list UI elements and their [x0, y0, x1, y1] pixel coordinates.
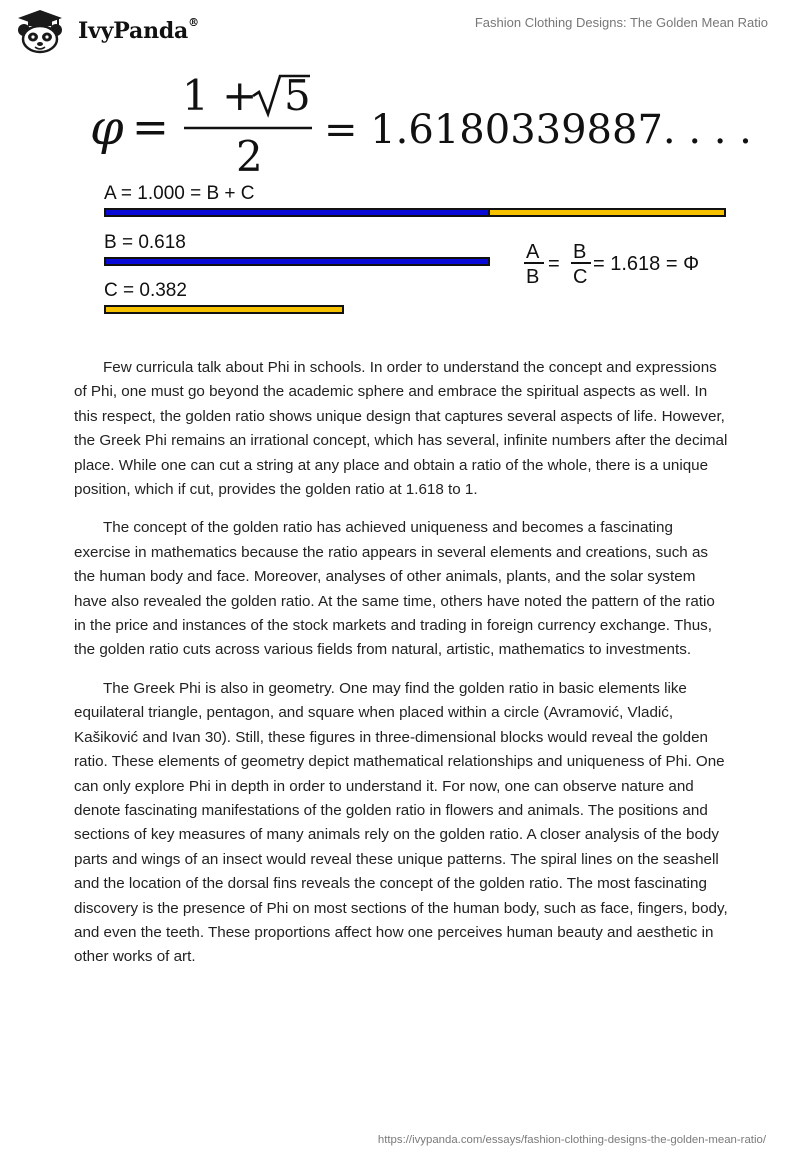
denominator: 2: [236, 132, 263, 181]
equals-sign: =: [132, 102, 169, 153]
bar-a-gold-segment: [488, 208, 726, 217]
ratio-result: = 1.618 = Φ: [593, 253, 700, 275]
page-header: [0, 0, 800, 60]
phi-symbol: φ: [90, 100, 124, 156]
ratio-b2: B: [573, 241, 587, 263]
phi-formula: [88, 71, 752, 182]
article-body: [74, 356, 730, 984]
ivypanda-logo[interactable]: [14, 8, 204, 54]
numerator-one-plus: 1 +: [182, 71, 258, 120]
ratio-b: B: [526, 266, 540, 288]
bar-label-a: A = 1.000 = B + C: [104, 183, 255, 204]
ratio-a: A: [526, 241, 540, 263]
paragraph-3: The Greek Phi is also in geometry. One may find the golden ratio in basic elements like equilateral triangle, pentagon, and square when placed within a circle (Avramović, Vladić, Kašiković and Ivan 30). Still, these figures in three-dimensional blocks would reveal the golden ratio. These elements of geometry depict mathematical relationships and uniqueness of Phi. One can only explore Phi in depth in order to understand it. For now, one can observe nature and denote fascinating manifestations of the golden ratio in flowers and animals. The positions and sections of key measures of many animals rely on the golden ratio. A closer analysis of the body parts and wings of an insect would reveal these unique patterns. The spiral lines on the seashell and the location of the dorsal fins reveals the concept of the golden ratio. The most fascinating discovery is the presence of Phi on most sections of the human body, such as face, fingers, body, and even the teeth. These proportions affect how one perceives human beauty and aesthetic in other works of art.: [74, 679, 728, 966]
panda-icon: [14, 8, 66, 54]
golden-ratio-figure: [80, 70, 752, 330]
paragraph-2: The concept of the golden ratio has achieved uniqueness and becomes a fascinating exercise in mathematics because the ratio appears in several elements and creations, such as the human body and face. Moreover, analyses of other animals, plants, and the solar system have also revealed the golden ratio. At the same time, others have noted the pattern of the ratio in the price and instances of the stock markets and trading in foreign currency exchange. Thus, the golden ratio cuts across various fields from natural, artistic, mathematics to investments.: [74, 519, 715, 659]
brand-name: IvyPanda®: [78, 16, 199, 44]
ratio-c: C: [573, 266, 588, 288]
bar-c: [104, 305, 344, 314]
bar-label-c: C = 0.382: [104, 280, 187, 301]
paragraph-1: Few curricula talk about Phi in schools. In order to understand the concept and expressions of Phi, one must go beyond the academic sphere and embrace the spiritual aspects as well. In this respect, the golden ratio shows unique design that captures several aspects of life. However, the Greek Phi remains an irrational concept, which has several, infinite numbers after the decimal place. While one can cut a string at any place and obtain a ratio of the whole, there is a unique position, which if cut, provides the golden ratio at 1.618 to 1.: [74, 359, 728, 499]
svg-text:=: =: [548, 253, 560, 275]
bar-a-blue-segment: [104, 208, 490, 217]
ratio-equation: [522, 236, 732, 288]
source-url[interactable]: https://ivypanda.com/essays/fashion-clothing-designs-the-golden-mean-ratio/: [377, 1134, 766, 1146]
sqrt-argument: 5: [284, 71, 311, 120]
document-title: Fashion Clothing Designs: The Golden Mean Ratio: [474, 15, 768, 30]
bar-label-b: B = 0.618: [104, 232, 186, 253]
phi-value: = 1.6180339887. . . .: [324, 107, 752, 153]
bar-b: [104, 257, 490, 266]
